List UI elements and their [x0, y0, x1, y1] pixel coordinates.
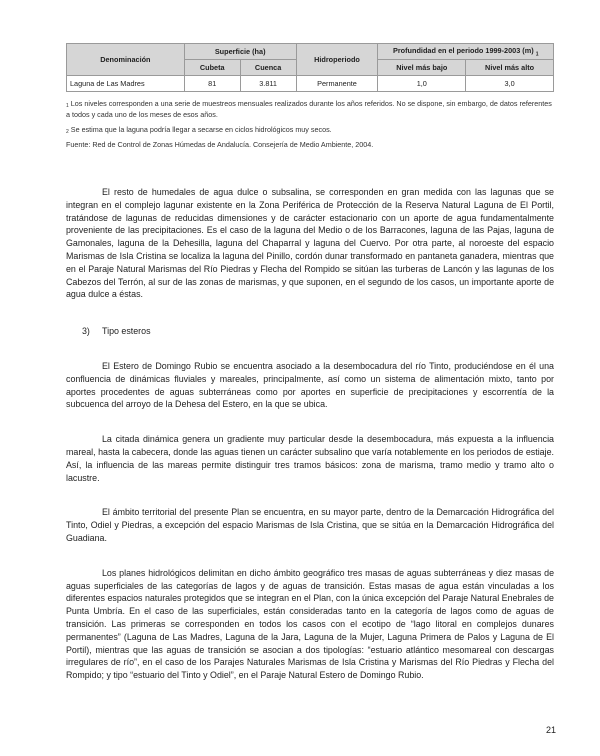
cell-denominacion: Laguna de Las Madres — [67, 76, 185, 92]
cell-nivel-bajo: 1,0 — [378, 76, 466, 92]
section-heading-number: 3) — [82, 326, 90, 337]
paragraph-ambito: El ámbito territorial del presente Plan se encuentra, en su mayor parte, dentro de la Demarcación Hidrográfica del Tinto, Odiel y Piedras, a excepción del espacio Marismas de Isla Cristina, que se sitúa en la Demarcación Hidrográfica del Guadiana. — [66, 507, 554, 543]
header-cubeta: Cubeta — [184, 60, 240, 76]
paragraph-planes: Los planes hidrológicos delimitan en dicho ámbito geográfico tres masas de aguas subterráneas y diez masas de aguas superficiales de las categorías de lagos y de aguas de transición. Estas masas de agua están vinculadas a los diferentes espacios naturales protegidos que se integran en el Plan, con la única excepción del Paraje Natural Enebrales de Punta Umbría. En el caso de las superficiales, están consideradas tanto en la categoría de lagos como de aguas de transición. Las primeras se corresponden en todos los casos con el ecotipo de “lago litoral en complejos dunares permanentes” (Laguna de Las Madres, Laguna de la Jara, Laguna de la Mujer, Laguna Primera de Palos y Laguna de El Portil), mientras que las aguas de transición se asocian a dos tipologías: “estuario atlántico mesomareal con descargas irregulares de río”, en el caso de los Parajes Naturales Marismas de Isla Cristina y Marismas del Río Piedras y Flecha del Rompido; y tipo “estuario del Tinto y Odiel”, en el Paraje Natural Estero de Domingo Rubio. — [66, 567, 554, 681]
footnote-2 — [66, 125, 554, 136]
cell-nivel-alto: 3,0 — [466, 76, 554, 92]
body-text — [66, 186, 554, 682]
header-nivel-alto: Nivel más alto — [466, 60, 554, 76]
table-source: Fuente: Red de Control de Zonas Húmedas de Andalucía. Consejería de Medio Ambiente, 2004. — [66, 140, 374, 150]
header-profundidad — [378, 44, 554, 60]
footnote-2-mark: 2 — [66, 128, 69, 135]
section-heading — [66, 325, 554, 338]
footnote-1 — [66, 99, 554, 121]
paragraph-estero: El Estero de Domingo Rubio se encuentra asociado a la desembocadura del río Tinto, produciéndose en él una confluencia de dinámicas fluviales y mareales, principalmente, así como un sistema de alimentación mixto, tanto por aportes procedentes de aguas subterráneas como por aportes en superficie de precipitaciones y escorrentía de la subcuenca del arroyo de la Dehesa del Estero, en la que se ubica. — [66, 360, 554, 410]
cell-hidroperiodo: Permanente — [296, 76, 378, 92]
table-row — [67, 76, 554, 92]
footnote-2-text: Se estima que la laguna podría llegar a secarse en ciclos hidrológicos muy secos. — [70, 124, 332, 134]
header-denominacion: Denominación — [67, 44, 185, 76]
footnote-1-mark: 1 — [66, 103, 69, 109]
header-profundidad-label: Profundidad en el periodo 1999-2003 (m) — [392, 45, 534, 55]
header-hidroperiodo: Hidroperiodo — [296, 44, 378, 76]
cell-cubeta: 81 — [184, 76, 240, 92]
section-heading-text: Tipo esteros — [102, 326, 151, 337]
paragraph-dinamica: La citada dinámica genera un gradiente muy particular desde la desembocadura, más expuesta a la influencia mareal, hasta la cabecera, donde las aguas tienen un carácter subsalino que varía notablemente en los periodos de estiaje. Así, la influencia de las mareas permite distinguir tres tramos básicos: zona de marisma, tramo medio y tramo alto o lacustre. — [66, 434, 554, 483]
header-cuenca: Cuenca — [240, 60, 296, 76]
paragraph-humedales: El resto de humedales de agua dulce o subsalina, se corresponden en gran medida con las lagunas que se integran en el complejo lagunar existente en la Zona Periférica de Protección de la Reserva Natural Laguna de El Portil, tratándose de lagunas de reducidas dimensiones y de carácter estacionario con un aporte de agua fundamentalmente proveniente de las precipitaciones. Es el caso de la laguna del Medio o de los Barracones, laguna de las Pajas, laguna de Gamonales, laguna de la Dehesilla, laguna del Chaparral y laguna del Cuervo. Por otra parte, al noroeste del espacio Marismas de Isla Cristina se localiza la laguna del Pinillo, cordón dunar transformado en pantaneta ganadera, mientras que en el Paraje Natural Marismas del Río Piedras y Flecha del Rompido se sitúan las turberas de Lancón y las lagunas de los Cabezos del Terrón, al sur de las zonas de marismas, y que suponen, en el segundo de los casos, un importante aporte de agua dulce a éstas. — [66, 187, 554, 300]
table-notes — [66, 99, 554, 155]
header-profundidad-footnote-mark: 1 — [535, 51, 539, 58]
wetland-data-table — [66, 43, 554, 92]
header-superficie: Superficie (ha) — [184, 44, 296, 60]
page-number: 21 — [545, 725, 556, 735]
footnote-1-text: Los niveles corresponden a una serie de muestreos mensuales realizados durante los años referidos. No se dispone, sin embargo, de datos referentes a todos y cada uno de los meses de esos años. — [66, 99, 552, 120]
cell-cuenca: 3.811 — [240, 76, 296, 92]
header-nivel-bajo: Nivel más bajo — [378, 60, 466, 76]
